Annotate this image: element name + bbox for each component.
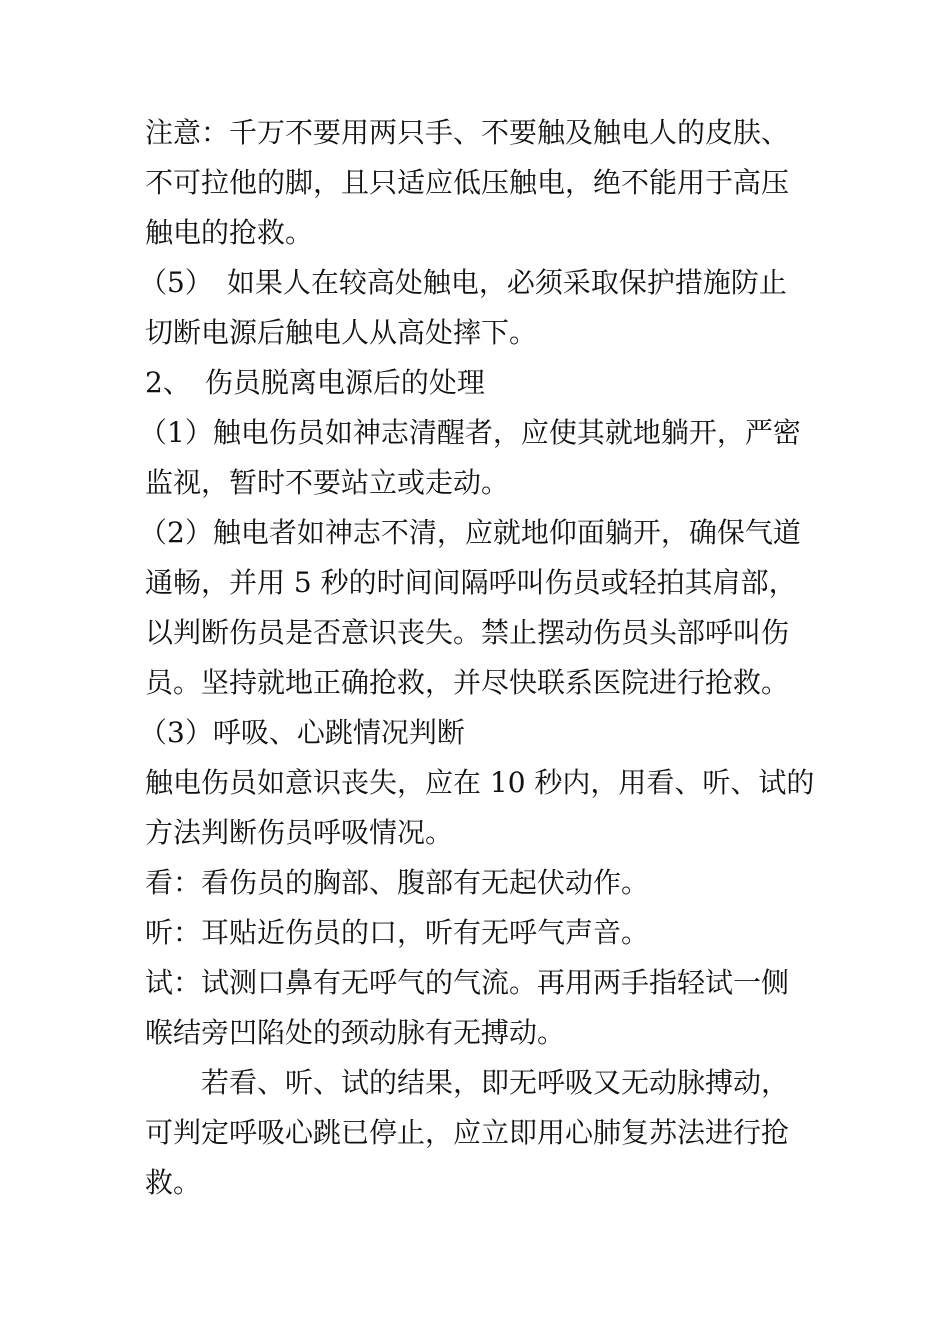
text-line: 通畅，并用 5 秒的时间间隔呼叫伤员或轻拍其肩部， (145, 566, 797, 599)
text-line: 员。坚持就地正确抢救，并尽快联系医院进行抢救。 (145, 666, 790, 699)
text-line: 不可拉他的脚，且只适应低压触电，绝不能用于高压 (145, 166, 790, 199)
text-line: 以判断伤员是否意识丧失。禁止摆动伤员头部呼叫伤 (145, 616, 790, 649)
text-line: 触电伤员如意识丧失，应在 10 秒内，用看、听、试的 (145, 766, 815, 799)
text-line: 切断电源后触电人从高处摔下。 (145, 316, 538, 349)
document-body (139, 108, 815, 1208)
list-item-1-line: （1）触电伤员如神志清醒者，应使其就地躺开，严密 (139, 416, 801, 449)
text-line: 触电的抢救。 (145, 216, 314, 249)
text-line: 喉结旁凹陷处的颈动脉有无搏动。 (145, 1016, 566, 1049)
text-line: 注意：千万不要用两只手、不要触及触电人的皮肤、 (145, 116, 790, 149)
text-line-look: 看：看伤员的胸部、腹部有无起伏动作。 (145, 866, 650, 899)
text-line: 救。 (145, 1166, 202, 1199)
section-heading: 2、 伤员脱离电源后的处理 (145, 366, 485, 399)
text-line: 监视，暂时不要站立或走动。 (145, 466, 510, 499)
list-item-2-line: （2）触电者如神志不清，应就地仰面躺开，确保气道 (139, 516, 801, 549)
text-line-test: 试：试测口鼻有无呼气的气流。再用两手指轻试一侧 (145, 966, 790, 999)
list-item-5-line: （5） 如果人在较高处触电，必须采取保护措施防止 (139, 266, 787, 299)
list-item-3-heading: （3）呼吸、心跳情况判断 (139, 716, 465, 749)
text-line: 方法判断伤员呼吸情况。 (145, 816, 454, 849)
text-line: 可判定呼吸心跳已停止，应立即用心肺复苏法进行抢 (145, 1116, 790, 1149)
text-line-listen: 听：耳贴近伤员的口，听有无呼气声音。 (145, 916, 650, 949)
paragraph-start-line: 若看、听、试的结果，即无呼吸又无动脉搏动， (201, 1066, 790, 1099)
